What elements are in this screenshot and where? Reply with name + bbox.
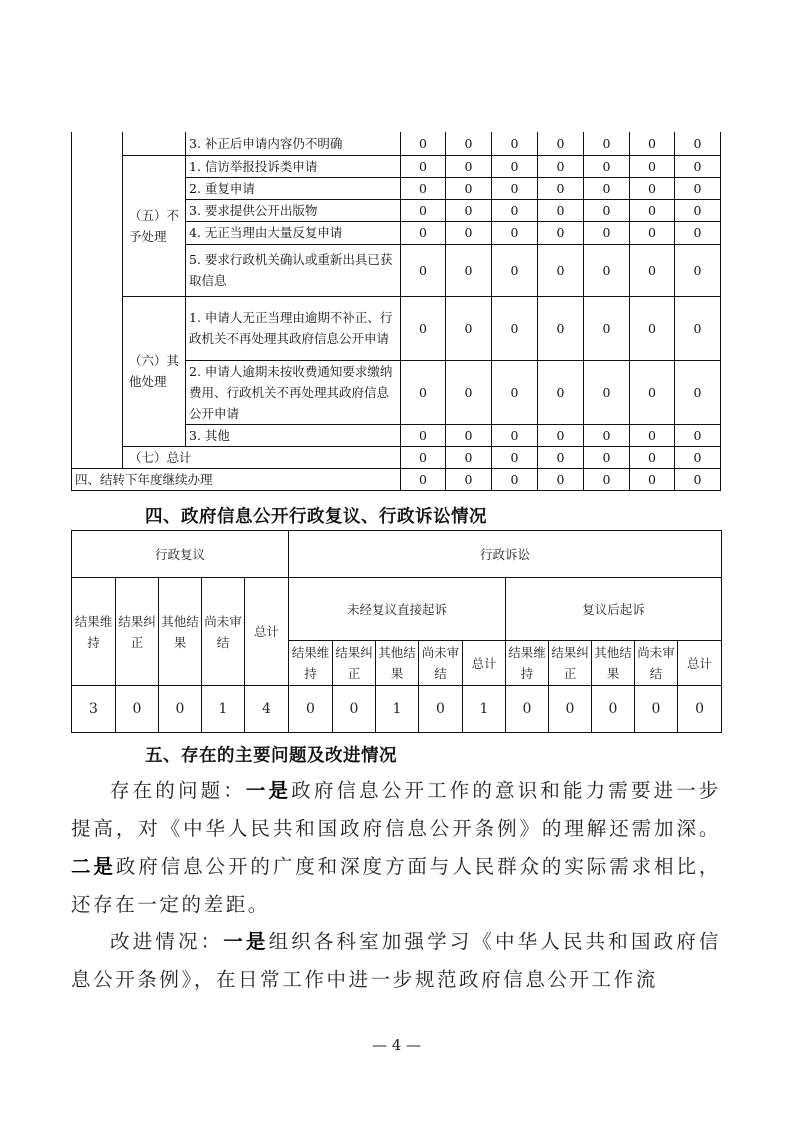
table-row-total [72,446,721,468]
cell-value: 0 [630,424,675,446]
cell-value: 0 [401,221,446,244]
cell-value: 0 [538,446,584,468]
col-header: 其他结果 [376,641,419,686]
cell-value: 0 [492,132,538,155]
cell-value: 1 [463,686,506,733]
cell-value: 0 [584,132,630,155]
cell-value: 0 [675,244,721,296]
group-cell-continued [123,132,186,155]
cell-value: 0 [401,424,446,446]
col-header: 尚未审结 [419,641,463,686]
cell-value: 0 [584,446,630,468]
cell-value: 0 [446,132,492,155]
cell-value: 0 [492,199,538,221]
emphasis-first: 一是 [223,930,269,953]
row-label: 2. 重复申请 [186,177,401,199]
emphasis-first: 一是 [245,779,292,802]
after-review-header: 复议后起诉 [506,578,722,641]
litigation-header: 行政诉讼 [289,531,722,578]
cell-value: 0 [549,686,592,733]
cell-value: 1 [376,686,419,733]
col-header: 结果纠正 [333,641,376,686]
cell-value: 0 [446,199,492,221]
cell-value: 0 [538,468,584,490]
cell-value: 0 [446,177,492,199]
col-header: 总计 [463,641,506,686]
cell-value: 0 [401,199,446,221]
cell-value: 0 [401,132,446,155]
table-row [72,296,721,360]
col-header: 结果维持 [289,641,333,686]
col-header: 总计 [245,578,289,686]
cell-value: 0 [584,199,630,221]
cell-value: 0 [401,296,446,360]
cell-value: 0 [584,244,630,296]
cell-value: 3 [72,686,116,733]
cell-value: 0 [584,296,630,360]
row-label: 4. 无正当理由大量反复申请 [186,221,401,244]
col-header: 结果纠正 [116,578,159,686]
page-number: — 4 — [371,1036,422,1054]
cell-value: 0 [630,221,675,244]
improvements-paragraph [71,923,721,999]
col-header: 结果维持 [506,641,549,686]
header-row-2 [72,578,722,641]
section-heading-4: 四、政府信息公开行政复议、行政诉讼情况 [145,507,487,527]
cell-value: 0 [675,446,721,468]
cell-value: 0 [492,296,538,360]
row-label: 5. 要求行政机关确认或重新出具已获取信息 [186,244,401,296]
cell-value: 0 [492,424,538,446]
cell-value: 0 [401,155,446,177]
cell-value: 0 [446,155,492,177]
cell-value: 0 [289,686,333,733]
cell-value: 0 [116,686,159,733]
row-label: 3. 要求提供公开出版物 [186,199,401,221]
cell-value: 0 [538,296,584,360]
review-litigation-table [71,530,722,733]
cell-value: 0 [675,360,721,424]
cell-value: 0 [584,360,630,424]
cell-value: 0 [584,221,630,244]
cell-value: 0 [630,468,675,490]
cell-value: 0 [446,360,492,424]
cell-value: 0 [630,360,675,424]
col-header: 结果纠正 [549,641,592,686]
cell-value: 1 [202,686,245,733]
cell-value: 0 [538,360,584,424]
cell-value: 0 [538,132,584,155]
cell-value: 0 [492,244,538,296]
cell-value: 0 [675,155,721,177]
cell-value: 4 [245,686,289,733]
row-label: （七）总计 [123,446,401,468]
cell-value: 0 [630,446,675,468]
cell-value: 0 [675,424,721,446]
cell-value: 0 [538,221,584,244]
cell-value: 0 [419,686,463,733]
cell-value: 0 [630,155,675,177]
cell-value: 0 [492,221,538,244]
cell-value: 0 [584,177,630,199]
cell-value: 0 [635,686,678,733]
cell-value: 0 [446,424,492,446]
cell-value: 0 [401,446,446,468]
cell-value: 0 [446,221,492,244]
cell-value: 0 [584,468,630,490]
section-heading-5: 五、存在的主要问题及改进情况 [145,746,397,766]
col-header: 尚未审结 [635,641,678,686]
cell-value: 0 [492,468,538,490]
cell-value: 0 [506,686,549,733]
cell-value: 0 [584,424,630,446]
cell-value: 0 [446,468,492,490]
cell-value: 0 [675,132,721,155]
header-row-1 [72,531,722,578]
group-label-other-processing: （六）其他处理 [123,296,186,446]
emphasis-second: 二是 [71,855,116,878]
cell-value: 0 [446,244,492,296]
improvements-lead: 改进情况： [110,930,224,953]
cell-value: 0 [630,177,675,199]
group-label-no-processing: （五）不予处理 [123,155,186,296]
review-header: 行政复议 [72,531,289,578]
cell-value: 0 [492,446,538,468]
table-row-carryover [72,468,721,490]
cell-value: 0 [538,199,584,221]
cell-value: 0 [538,155,584,177]
cell-value: 0 [675,468,721,490]
col-header: 其他结果 [592,641,635,686]
cell-value: 0 [159,686,202,733]
cell-value: 0 [630,199,675,221]
cell-value: 0 [584,155,630,177]
row-label: 1. 申请人无正当理由逾期不补正、行政机关不再处理其政府信息公开申请 [186,296,401,360]
col-header: 尚未审结 [202,578,245,686]
improvement-one-text: 组织各科室加强学习《中华人民共和国政府信息公开条例》，在日常工作中进一步规范政府信息公开工作流 [71,930,721,991]
col-header: 其他结果 [159,578,202,686]
outer-group-cell [72,132,123,468]
row-label: 2. 申请人逾期未按收费通知要求缴纳费用、行政机关不再处理其政府信息公开申请 [186,360,401,424]
direct-suit-header: 未经复议直接起诉 [289,578,506,641]
cell-value: 0 [678,686,722,733]
cell-value: 0 [401,468,446,490]
cell-value: 0 [492,177,538,199]
cell-value: 0 [492,360,538,424]
cell-value: 0 [401,360,446,424]
row-label: 1. 信访举报投诉类申请 [186,155,401,177]
cell-value: 0 [630,132,675,155]
cell-value: 0 [675,177,721,199]
cell-value: 0 [538,177,584,199]
row-label: 四、结转下年度继续办理 [72,468,401,490]
problems-lead: 存在的问题： [110,779,246,802]
table-row [72,132,721,155]
problem-two-text: 政府信息公开的广度和深度方面与人民群众的实际需求相比，还存在一定的差距。 [71,855,722,916]
application-handling-table [71,132,721,491]
cell-value: 0 [401,244,446,296]
cell-value: 0 [538,424,584,446]
row-label: 3. 其他 [186,424,401,446]
col-header: 结果维持 [72,578,116,686]
cell-value: 0 [401,177,446,199]
cell-value: 0 [446,446,492,468]
cell-value: 0 [675,296,721,360]
problems-paragraph [71,772,721,924]
cell-value: 0 [333,686,376,733]
cell-value: 0 [630,244,675,296]
cell-value: 0 [538,244,584,296]
value-row [72,686,722,733]
problem-one-text: 政府信息公开工作的意识和能力需要进一步提高，对《中华人民共和国政府信息公开条例》的理解还需加深。 [71,779,722,840]
table-row [72,155,721,177]
cell-value: 0 [592,686,635,733]
cell-value: 0 [675,199,721,221]
row-label: 3. 补正后申请内容仍不明确 [186,132,401,155]
cell-value: 0 [492,155,538,177]
col-header: 总计 [678,641,722,686]
cell-value: 0 [675,221,721,244]
cell-value: 0 [630,296,675,360]
cell-value: 0 [446,296,492,360]
